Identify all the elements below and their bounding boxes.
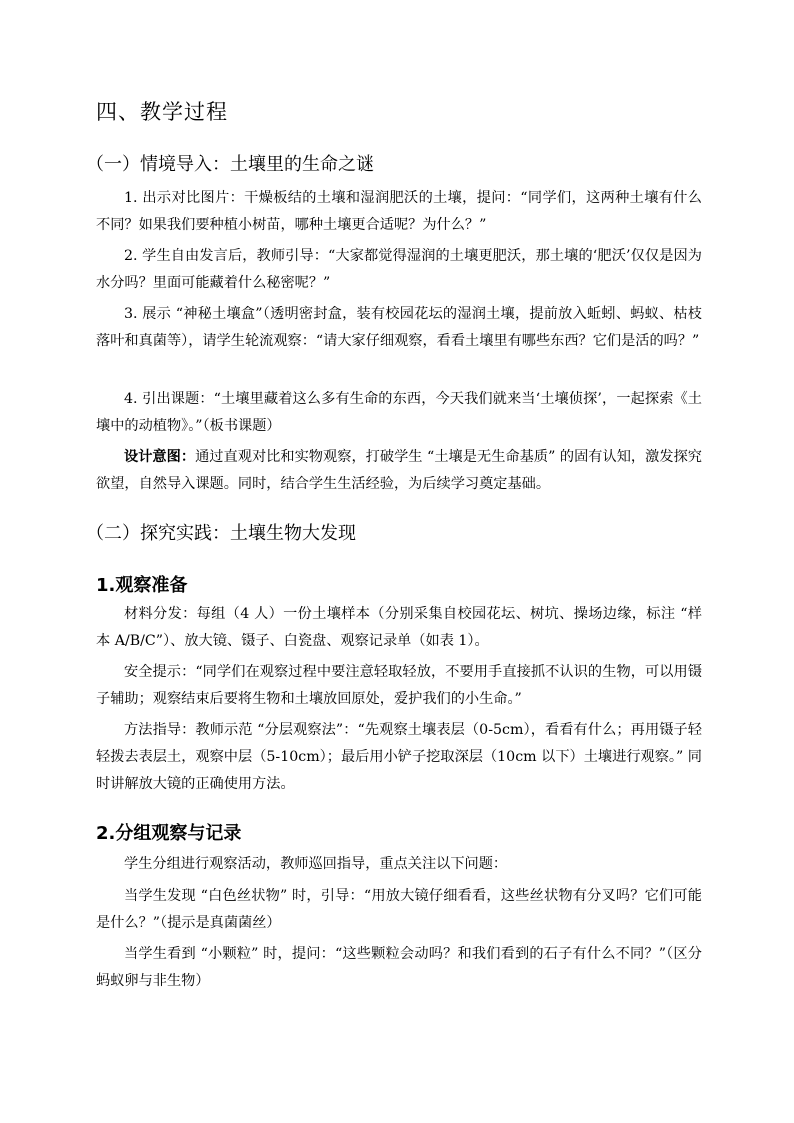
observe-prep-paragraph-3: 方法指导：教师示范 “分层观察法”：“先观察土壤表层（0-5cm），看看有什么；再用镊子轻轻拨去表层土，观察中层（5-10cm）；最后用小铲子挖取深层（10cm 以下）土壤进行观察。” 同时讲解放大镜的正确使用方法。 — [96, 722, 702, 792]
part1-item-4: 4. 引出课题：“土壤里藏着这么多有生命的东西，今天我们就来当‘土壤侦探’，一起探索《土壤中的动植物》。”（板书课题） — [96, 391, 702, 434]
part1-heading: （一）情境导入：土壤里的生命之谜 — [86, 154, 374, 175]
group-observe-paragraph-2: 当学生发现 “白色丝状物” 时，引导：“用放大镜仔细看看，这些丝状物有分叉吗？它们可能是什么？”（提示是真菌菌丝） — [96, 888, 702, 931]
observe-prep-paragraph-2: 安全提示：“同学们在观察过程中要注意轻取轻放，不要用手直接抓不认识的生物，可以用镊子辅助；观察结束后要将生物和土壤放回原处，爱护我们的小生命。” — [96, 664, 702, 707]
group-observe-paragraph-3: 当学生看到 “小颗粒” 时，提问：“这些颗粒会动吗？和我们看到的石子有什么不同？”（区分蚂蚁卵与非生物） — [96, 946, 702, 989]
part2-heading: （二）探究实践：土壤生物大发现 — [86, 523, 356, 544]
design-intent-label: 设计意图： — [124, 449, 196, 465]
group-observe-heading: 2.分组观察与记录 — [96, 823, 242, 844]
design-intent-text: 通过直观对比和实物观察，打破学生 “土壤是无生命基质” 的固有认知，激发探究欲望，自然导入课题。同时，结合学生生活经验，为后续学习奠定基础。 — [96, 449, 702, 492]
observe-prep-heading: 1.观察准备 — [96, 575, 188, 596]
part1-item-3: 3. 展示 “神秘土壤盒”（透明密封盒，装有校园花坛的湿润土壤，提前放入蚯蚓、蚂蚁、枯枝落叶和真菌等），请学生轮流观察：“请大家仔细观察，看看土壤里有哪些东西？它们是活的吗？” — [96, 306, 702, 349]
observe-prep-paragraph-1: 材料分发：每组（4 人）一份土壤样本（分别采集自校园花坛、树坑、操场边缘，标注 “样本 A/B/C”）、放大镜、镊子、白瓷盘、观察记录单（如表 1）。 — [96, 606, 702, 649]
section-title: 四、教学过程 — [96, 100, 228, 124]
part1-item-1: 1. 出示对比图片：干燥板结的土壤和湿润肥沃的土壤，提问：“同学们，这两种土壤有什么不同？如果我们要种植小树苗，哪种土壤更合适呢？为什么？” — [96, 190, 702, 233]
design-intent-paragraph — [96, 444, 702, 498]
group-observe-paragraph-1: 学生分组进行观察活动，教师巡回指导，重点关注以下问题： — [124, 856, 508, 872]
part1-item-2: 2. 学生自由发言后，教师引导：“大家都觉得湿润的土壤更肥沃，那土壤的‘肥沃’仅仅是因为水分吗？里面可能藏着什么秘密呢？” — [96, 248, 702, 291]
